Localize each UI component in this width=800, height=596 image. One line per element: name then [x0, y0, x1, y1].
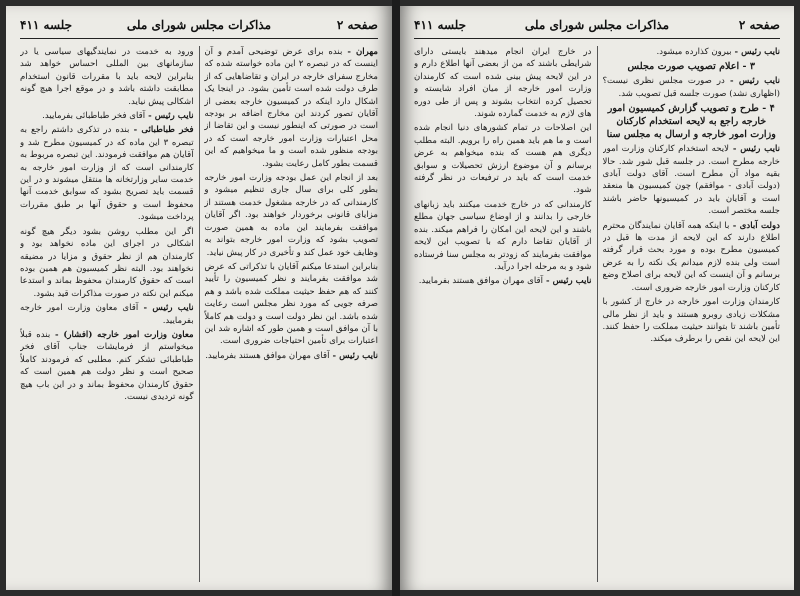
left-page-session: جلسه ۴۱۱ — [20, 18, 73, 32]
left-header-rule — [20, 38, 378, 39]
right-page-session: جلسه ۴۱۱ — [414, 18, 467, 32]
transcript-paragraph — [20, 302, 194, 327]
transcript-paragraph — [603, 143, 781, 217]
paragraph-text: بنده در تذکری داشتم راجع به تبصره ۳ این ماده که در کمیسیون مطرح شد و آقایان هم موافقت فرمودند. این تبصره مربوط به کارمندانی است که از وزارت امور خارجه به خدمت سایر وزارتخانه ها منتقل میشوند و در این قسمت باید تصریح بشود که سوابق خدمت آنها محفوظ است و حقوق آنها بر طبق مقررات پرداخت میشود. — [20, 125, 194, 223]
transcript-paragraph — [204, 46, 378, 170]
paragraph-text: در صورت مجلس نظری نیست؟ (اظهاری نشد) صورت جلسه قبل تصویب شد. — [602, 76, 780, 99]
left-page-number: صفحه ۲ — [336, 18, 378, 32]
speaker-name: معاون وزارت امور خارجه (افشار) - — [50, 329, 194, 340]
paragraph-text: آقای فخر طباطبائی بفرمایید. — [42, 111, 146, 122]
right-page — [400, 6, 794, 590]
paragraph-text: آقای مهران موافق هستند بفرمایید. — [418, 276, 544, 287]
left-page-left-column — [20, 46, 194, 582]
speaker-name: نایب رئیس - — [731, 47, 780, 57]
paragraph-text: لایحه استخدام کارکنان وزارت امور خارجه مطرح است. در جلسه قبل شور شد. حالا بقیه مواد آن مطرح است. آقای دولت آبادی (دولت آبادی - موافقم) چون کمیسیون ها منعقد است و آقایان باید در کمیسیونها حاضر باشند جلسه مختصر است. — [602, 144, 780, 217]
paragraph-text: این اصلاحات در تمام کشورهای دنیا انجام شده است و ما هم باید همین راه را برویم. البته مطلب دیگری هم هست که بنده میخواهم به عرض برسانم و آن موضوع ارزش تحصیلات و سوابق خدمت است که باید در ترفیعات در نظر گرفته شود. — [414, 123, 592, 196]
speaker-name: فخر طباطبائی - — [129, 125, 194, 136]
left-page — [6, 6, 392, 590]
right-page-header — [414, 16, 780, 36]
paragraph-text: در خارج ایران انجام میدهند بایستی دارای شرایطی باشند که من از بعضی آنها اطلاع دارم و در این لایحه پیش بینی شده است که کارمندان وزارت امور خارجه از میان افراد شایسته و تحصیل کرده انتخاب بشوند و پس از طی دوره های لازم به خدمت گمارده شوند. — [414, 47, 592, 120]
transcript-paragraph — [204, 350, 378, 362]
speaker-name: نایب رئیس - — [138, 303, 194, 314]
paragraph-text: بنده قبلاً میخواستم از فرمایشات جناب آقای فخر طباطبائی تشکر کنم. مطلبی که فرمودند کاملاً صحیح است و نظر دولت هم همین است که حقوق کارمندان محفوظ بماند و در این باب هیچ گونه تردیدی نیست. — [20, 329, 194, 402]
paragraph-text: بعد از انجام این عمل بودجه وزارت امور خارجه بطور کلی برای سال جاری تنظیم میشود و کارمندانی که در خارجه مشغول خدمت هستند از مزایای قانونی برخوردار خواهند بود. اگر آقایان موافقت بفرمایند این ماده به همین صورت تصویب بشود که وزارت امور خارجه بتواند به وظایف خود عمل کند و تأخیری در کار پیش نیاید. — [204, 173, 378, 258]
transcript-paragraph — [20, 226, 194, 300]
speaker-name: نایب رئیس - — [145, 111, 194, 122]
right-header-rule — [414, 38, 780, 39]
paragraph-text: کارمندانی که در خارج خدمت میکنند باید زبانهای خارجی را بدانند و از اوضاع سیاسی جهان مطلع باشند و این لایحه این امکان را فراهم میکند. بنده از آقایان تقاضا دارم که با تصویب این لایحه موافقت بفرمایند که زودتر به مجلس سنا فرستاده شود و به مرحله اجرا درآید. — [414, 199, 592, 272]
right-page-left-column — [414, 46, 592, 582]
right-page-title: مذاکرات مجلس شورای ملی — [524, 18, 670, 32]
paragraph-text: ورود به خدمت در نمایندگیهای سیاسی یا در سازمانهای بین المللی احساس خواهد شد بنابراین لایحه باید با مقررات قانون استخدام مطابقت داشته باشد و در موقع اجرا هیچ گونه اشکالی پیش نیاید. — [20, 47, 194, 107]
transcript-paragraph — [204, 172, 378, 259]
transcript-paragraph — [414, 275, 592, 287]
transcript-paragraph — [603, 75, 781, 100]
paragraph-text: با اینکه همه آقایان نمایندگان محترم اطلاع دارند که این لایحه از مدت ها قبل در کمیسیون مطرح بوده و مورد بحث قرار گرفته است ولی بنده لازم میدانم یک نکته را به عرض برسانم و آن اینست که این لایحه برای اصلاح وضع کارکنان وزارت امور خارجه ضروری است. — [602, 220, 780, 293]
transcript-paragraph — [414, 46, 592, 120]
right-column-divider — [597, 46, 598, 582]
paragraph-text: بنابراین استدعا میکنم آقایان با تذکراتی که عرض شد موافقت بفرمایند و نظر کمیسیون را تأیید کنند که هم حفظ حیثیت مملکت شده باشد و هم صرفه جویی که مورد نظر مجلس است رعایت شده باشد. این نظر دولت است و دولت هم کاملاً با آن موافق است و همین طور که اشاره شد این اعتبارات برای تأمین احتیاجات ضروری است. — [204, 261, 378, 347]
left-column-divider — [199, 46, 200, 582]
transcript-paragraph — [20, 110, 194, 122]
transcript-paragraph — [603, 296, 781, 346]
section-heading: ۴ - طرح و تصویب گزارش کمیسیون امور خارجه راجع به لایحه استخدام کارکنان وزارت امور خارجه و ارسال به مجلس سنا — [606, 103, 776, 141]
left-page-columns — [20, 46, 378, 582]
transcript-paragraph — [603, 46, 781, 58]
paragraph-text: آقای مهران موافق هستند بفرمایید. — [205, 350, 330, 361]
book-gutter — [392, 0, 400, 596]
right-page-columns — [414, 46, 780, 582]
speaker-name: نایب رئیس - — [543, 276, 592, 287]
speaker-name: نایب رئیس - — [729, 144, 780, 155]
paragraph-text: آقای معاون وزارت امور خارجه بفرمایید. — [20, 303, 194, 326]
transcript-paragraph — [414, 122, 592, 196]
transcript-paragraph — [204, 261, 378, 348]
paragraph-text: اگر این مطلب روشن بشود دیگر هیچ گونه اشکالی در اجرای این ماده نخواهد بود و کارمندان هم از نظر حقوق و مزایا در مضیقه نخواهند بود. البته نظر کمیسیون هم همین بوده است که حقوق کارمندان محفوظ بماند و استدعا میکنم این نکته در صورت مذاکرات قید بشود. — [20, 226, 194, 299]
speaker-name: نایب رئیس - — [724, 76, 780, 87]
right-page-right-column — [603, 46, 781, 582]
paragraph-text: کارمندان وزارت امور خارجه در خارج از کشور با مشکلات زیادی روبرو هستند و باید از نظر مالی تأمین باشند تا بتوانند حیثیت مملکت را حفظ کنند. این لایحه این نقص را برطرف میکند. — [602, 297, 780, 345]
left-page-header — [20, 16, 378, 36]
paragraph-text: بیرون کذارده میشود. — [656, 47, 732, 57]
section-heading: ۳ - اعلام تصویب صورت مجلس — [627, 61, 755, 73]
speaker-name: مهران - — [342, 47, 378, 57]
transcript-paragraph — [20, 124, 194, 223]
right-page-number: صفحه ۲ — [738, 18, 780, 32]
transcript-paragraph — [603, 220, 781, 294]
speaker-name: دولت آبادی - — [729, 220, 780, 231]
speaker-name: نایب رئیس - — [329, 350, 378, 361]
paragraph-text: بنده برای عرض توضیحی آمدم و آن اینست که در تبصره ۲ این ماده خواسته شده که مخارج سفرای خارجه در ایران و تقاضاهایی که از طرف دولت شده است تأمین بشود. در اینجا یک اشکال دارد اینکه در کمیسیون خارجه بعضی از آقایان تصور کردند این مخارج اضافه بر بودجه است در صورتی که اینطور نیست و این تقاضا از محل اعتبارات وزارت امور خارجه است که در بودجه منظور شده است و ما میخواهیم که این قسمت بطور کامل رعایت بشود. — [204, 47, 378, 169]
left-page-title: مذاکرات مجلس شورای ملی — [126, 18, 272, 32]
left-page-right-column — [204, 46, 378, 582]
transcript-paragraph — [414, 199, 592, 273]
transcript-paragraph — [20, 329, 194, 403]
transcript-paragraph — [20, 46, 194, 108]
